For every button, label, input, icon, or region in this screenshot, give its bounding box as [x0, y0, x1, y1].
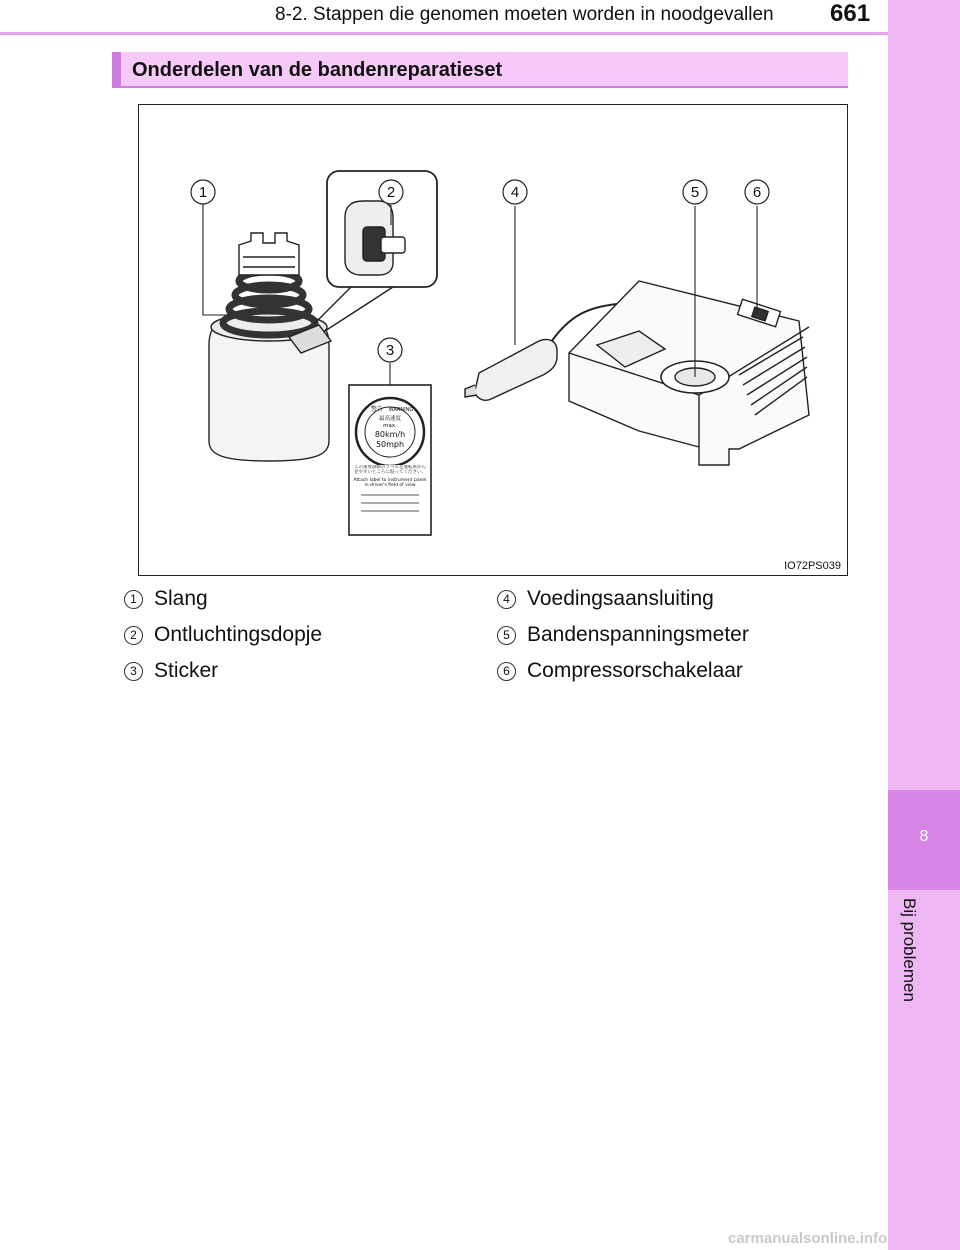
legend-number: 6: [497, 662, 516, 681]
sticker-kmh: 80km/h: [374, 430, 406, 439]
sticker-warning-en: WARNING: [388, 407, 414, 413]
bottle-cap: [239, 233, 299, 275]
legend-label: Ontluchtingsdopje: [154, 623, 323, 646]
header-title: 8-2. Stappen die genomen moeten worden in noodgevallen: [275, 4, 774, 25]
sticker-max: max.: [383, 423, 397, 429]
legend-number: 2: [124, 626, 143, 645]
legend-label: Sticker: [154, 659, 219, 682]
chapter-label: Bij problemen: [900, 898, 919, 1002]
legend-number: 3: [124, 662, 143, 681]
callout-5: 5: [690, 184, 700, 201]
figure-code: IO72PS039: [784, 560, 841, 572]
legend-label: Compressorschakelaar: [527, 659, 743, 682]
legend-label: Slang: [154, 587, 208, 610]
side-thumb-strip: [888, 0, 960, 1250]
repair-kit-illustration: [138, 104, 848, 576]
callout-3: 3: [385, 342, 395, 359]
sticker-note-en: Attach label to instrument panel in driver's field of view: [353, 477, 427, 488]
callout-1: 1: [198, 184, 208, 201]
legend-label: Bandenspanningsmeter: [527, 623, 749, 646]
sticker-mph: 50mph: [375, 440, 405, 449]
illustration-svg: [139, 105, 849, 577]
callout-4: 4: [510, 184, 520, 201]
legend-number: 4: [497, 590, 516, 609]
section-title: Onderdelen van de bandenreparatieset: [132, 59, 503, 81]
watermark: carmanualsonline.info: [728, 1230, 888, 1247]
sticker-note-jp: この速度制限のラベルを運転席から見やすいところに貼ってください。: [354, 465, 426, 476]
legend-label: Voedingsaansluiting: [527, 587, 714, 610]
chapter-number: 8: [919, 828, 929, 845]
legend-number: 1: [124, 590, 143, 609]
leader-1: [203, 197, 229, 315]
callout-2: 2: [386, 184, 396, 201]
power-plug: [475, 339, 557, 400]
callout-6: 6: [752, 184, 762, 201]
sticker-speed-jp: 最高速度: [378, 416, 402, 422]
sticker-warning-jp: 警告: [370, 406, 384, 413]
header-divider: [0, 32, 888, 35]
page-number: 661: [830, 0, 871, 27]
legend-number: 5: [497, 626, 516, 645]
